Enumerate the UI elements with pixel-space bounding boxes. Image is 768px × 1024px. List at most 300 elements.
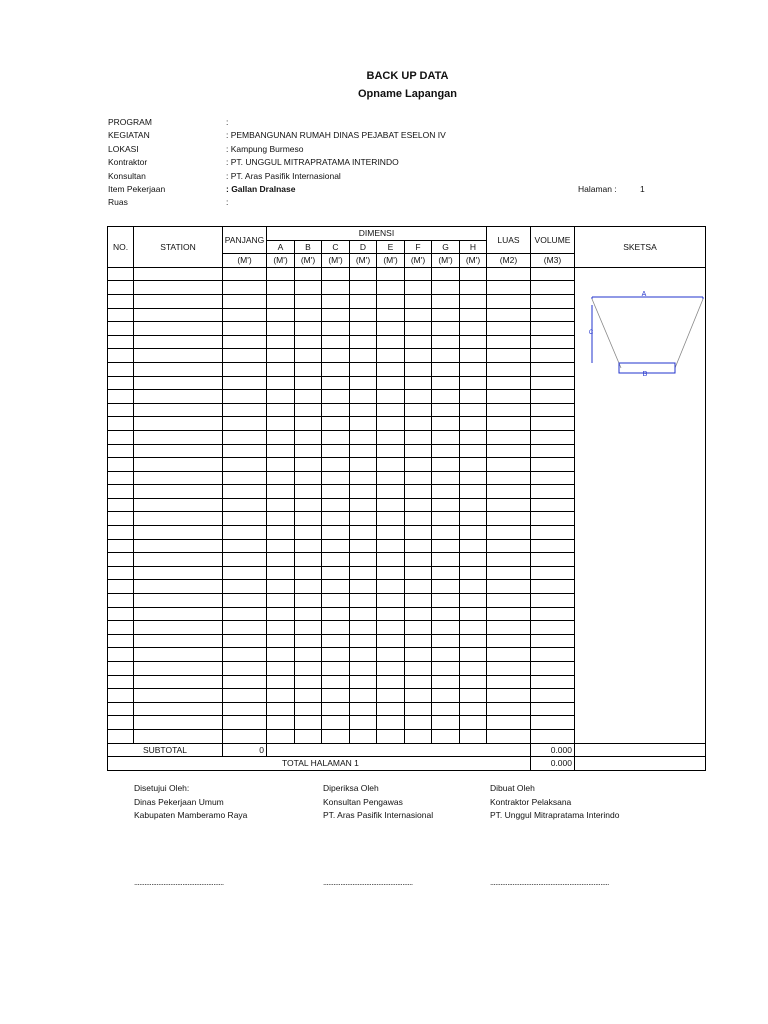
table-cell [531,281,575,295]
subtotal-volume: 0.000 [531,743,575,757]
table-cell [531,471,575,485]
info-row-kegiatan [108,129,566,142]
table-cell [432,689,460,703]
table-cell [322,430,350,444]
trapezoid-channel-sketch [578,285,710,380]
table-cell [432,267,460,281]
table-cell [487,607,531,621]
table-cell [267,512,295,526]
table-cell [432,390,460,404]
subtotal-row [108,743,706,757]
signature-line: Disetujui Oleh: [134,783,190,793]
table-cell [432,294,460,308]
table-cell [377,634,405,648]
table-cell [223,675,267,689]
table-cell [377,267,405,281]
table-cell [432,716,460,730]
table-cell [405,471,432,485]
table-cell [377,294,405,308]
table-cell [460,716,487,730]
table-cell [267,729,295,743]
table-cell [377,322,405,336]
table-cell [322,335,350,349]
table-cell [350,335,377,349]
table-cell [405,648,432,662]
table-cell [432,322,460,336]
table-cell [223,498,267,512]
table-cell [295,417,322,431]
table-cell [377,281,405,295]
table-cell [405,430,432,444]
table-cell [267,607,295,621]
info-label: Konsultan [108,170,146,181]
table-cell [108,471,134,485]
table-cell [134,281,223,295]
table-cell [223,594,267,608]
table-cell [377,526,405,540]
table-cell [487,621,531,635]
table-cell [223,621,267,635]
table-cell [531,689,575,703]
table-cell [531,729,575,743]
table-cell [134,498,223,512]
table-cell [460,512,487,526]
table-cell [460,485,487,499]
table-cell [134,526,223,540]
signature-approved [134,782,247,823]
table-cell [487,675,531,689]
table-cell [350,471,377,485]
table-cell [350,648,377,662]
table-cell [267,675,295,689]
table-cell [223,580,267,594]
table-cell [531,294,575,308]
table-cell [460,729,487,743]
table-cell [108,662,134,676]
signature-made [490,782,619,823]
table-cell [134,729,223,743]
table-cell [322,417,350,431]
sketch-left-slope [592,299,621,368]
table-cell [322,621,350,635]
table-cell [108,417,134,431]
table-cell [350,634,377,648]
table-cell [223,634,267,648]
table-cell [295,634,322,648]
table-cell [134,485,223,499]
info-value: : [226,117,229,127]
table-cell [350,580,377,594]
table-cell [134,308,223,322]
table-cell [460,580,487,594]
table-cell [377,430,405,444]
total-volume: 0.000 [531,757,575,771]
subtotal-panjang: 0 [223,743,267,757]
table-cell [405,335,432,349]
table-cell [432,648,460,662]
table-cell [350,539,377,553]
table-cell [432,662,460,676]
table-cell [531,322,575,336]
table-cell [432,403,460,417]
table-cell [108,335,134,349]
table-cell [322,675,350,689]
table-cell [295,390,322,404]
table-cell [322,471,350,485]
table-cell [531,390,575,404]
table-cell [405,539,432,553]
table-cell [295,553,322,567]
table-cell [487,403,531,417]
table-cell [267,553,295,567]
unit-dim: (M') [350,254,377,268]
table-cell [295,689,322,703]
table-cell [487,485,531,499]
table-cell [487,390,531,404]
table-cell [267,634,295,648]
table-cell [531,458,575,472]
table-cell [322,526,350,540]
table-cell [405,349,432,363]
table-cell [432,458,460,472]
table-cell [405,689,432,703]
total-row [108,757,706,771]
table-cell [460,607,487,621]
table-cell [223,471,267,485]
table-cell [350,403,377,417]
table-cell [322,634,350,648]
table-cell [322,376,350,390]
total-label: TOTAL HALAMAN 1 [108,757,531,771]
table-cell [108,485,134,499]
table-cell [350,485,377,499]
table-cell [295,580,322,594]
table-cell [460,471,487,485]
table-cell [377,308,405,322]
table-cell [377,444,405,458]
table-cell [377,716,405,730]
table-cell [267,485,295,499]
table-cell [108,566,134,580]
header-dim-e: E [377,240,405,254]
table-cell [295,403,322,417]
table-cell [322,308,350,322]
table-cell [460,322,487,336]
table-cell [432,553,460,567]
table-cell [322,594,350,608]
table-cell [350,390,377,404]
table-cell [267,594,295,608]
table-cell [377,662,405,676]
table-cell [134,267,223,281]
table-cell [460,634,487,648]
table-cell [460,349,487,363]
table-cell [223,335,267,349]
table-cell [134,403,223,417]
table-cell [405,553,432,567]
table-cell [322,444,350,458]
table-cell [487,294,531,308]
table-cell [405,512,432,526]
table-cell [134,662,223,676]
table-cell [134,335,223,349]
table-cell [350,566,377,580]
table-cell [405,390,432,404]
table-cell [460,553,487,567]
info-value: : Kampung Burmeso [226,143,304,154]
table-cell [134,349,223,363]
table-cell [295,308,322,322]
table-cell [322,512,350,526]
table-cell [405,281,432,295]
subtotal-sketch-cell [575,743,706,757]
table-cell [223,458,267,472]
page-number-label: Halaman : [578,184,617,194]
table-cell [377,390,405,404]
table-cell [405,322,432,336]
table-cell [295,526,322,540]
table-cell [487,417,531,431]
table-cell [487,526,531,540]
table-cell [295,648,322,662]
unit-dim: (M') [322,254,350,268]
table-cell [223,349,267,363]
info-row-ruas [108,196,566,209]
table-cell [377,362,405,376]
table-cell [350,281,377,295]
table-cell [223,308,267,322]
table-cell [432,512,460,526]
table-cell [267,526,295,540]
table-cell [350,512,377,526]
table-cell [531,485,575,499]
table-cell [487,267,531,281]
table-cell [322,607,350,621]
table-cell [405,634,432,648]
table-cell [295,267,322,281]
table-cell [134,376,223,390]
table-cell [322,566,350,580]
table-cell [267,702,295,716]
table-cell [405,267,432,281]
table-cell [134,594,223,608]
table-cell [350,294,377,308]
table-cell [377,349,405,363]
table-cell [134,390,223,404]
table-cell [487,430,531,444]
signature-line: Dinas Pekerjaan Umum [134,796,224,807]
info-label: Kontraktor [108,157,148,168]
table-cell [267,267,295,281]
table-cell [134,553,223,567]
table-cell [267,471,295,485]
table-cell [108,594,134,608]
table-cell [377,498,405,512]
table-cell [460,403,487,417]
table-cell [377,621,405,635]
table-cell [460,621,487,635]
table-cell [432,471,460,485]
table-cell [134,444,223,458]
table-cell [405,729,432,743]
table-cell [223,403,267,417]
table-cell [134,362,223,376]
table-cell [267,308,295,322]
table-cell [531,648,575,662]
table-cell [531,430,575,444]
table-cell [531,607,575,621]
table-cell [432,362,460,376]
table-cell [223,267,267,281]
header-dim-b: B [295,240,322,254]
table-cell [295,471,322,485]
info-label: KEGIATAN [108,130,150,141]
table-cell [295,376,322,390]
table-cell [350,376,377,390]
table-cell [223,662,267,676]
table-cell [487,648,531,662]
table-cell [322,716,350,730]
table-cell [377,376,405,390]
table-cell [377,648,405,662]
table-cell [405,294,432,308]
table-cell [460,648,487,662]
table-cell [460,335,487,349]
table-cell [350,621,377,635]
table-cell [350,498,377,512]
unit-volume: (M3) [531,254,575,268]
table-cell [531,594,575,608]
table-cell [223,607,267,621]
table-cell [350,267,377,281]
table-cell [322,702,350,716]
table-cell [223,390,267,404]
table-cell [487,539,531,553]
info-value: : PEMBANGUNAN RUMAH DINAS PEJABAT ESELON IV [226,130,446,141]
table-cell [223,566,267,580]
table-cell [322,580,350,594]
table-cell [267,689,295,703]
table-cell [223,648,267,662]
table-cell [531,362,575,376]
table-cell [531,526,575,540]
info-label: Item Pekerjaan [108,183,166,194]
table-cell [350,526,377,540]
table-cell [487,566,531,580]
table-cell [432,594,460,608]
table-cell [487,553,531,567]
table-cell [531,580,575,594]
table-cell [377,512,405,526]
signature-line: Konsultan Pengawas [323,796,403,807]
table-cell [267,648,295,662]
unit-dim: (M') [377,254,405,268]
table-cell [134,417,223,431]
table-cell [223,362,267,376]
signature-dotted-line: .................................................... [323,878,413,887]
table-cell [432,580,460,594]
table-cell [267,349,295,363]
table-cell [405,485,432,499]
table-cell [134,634,223,648]
table-cell [460,376,487,390]
table-cell [531,634,575,648]
page-number-value: 1 [640,184,645,194]
header-no: NO. [108,227,134,268]
table-cell [108,498,134,512]
table-cell [487,729,531,743]
signature-line: PT. Aras Pasifik Internasional [323,810,434,820]
table-cell [531,675,575,689]
table-cell [295,444,322,458]
info-row-kontraktor [108,156,566,169]
table-cell [267,335,295,349]
info-row-item-pekerjaan [108,183,566,196]
header-dim-a: A [267,240,295,254]
table-cell [108,308,134,322]
table-cell [405,662,432,676]
table-cell [322,539,350,553]
info-value: : PT. Aras Pasifik Internasional [226,170,341,181]
table-cell [322,362,350,376]
table-cell [405,444,432,458]
table-cell [350,716,377,730]
table-cell [405,702,432,716]
table-cell [267,390,295,404]
table-cell [405,362,432,376]
table-cell [108,621,134,635]
table-cell [460,362,487,376]
table-cell [134,675,223,689]
table-cell [295,362,322,376]
table-cell [432,349,460,363]
table-cell [108,526,134,540]
table-cell [108,702,134,716]
table-cell [267,539,295,553]
header-dimensi: DIMENSI [267,227,487,241]
table-cell [322,689,350,703]
table-cell [108,458,134,472]
info-value: : Gallan Dralnase [226,183,296,194]
table-cell [350,444,377,458]
table-cell [295,716,322,730]
table-cell [108,580,134,594]
table-cell [223,294,267,308]
table-cell [295,281,322,295]
table-cell [377,675,405,689]
table-cell [350,675,377,689]
header-volume: VOLUME [531,227,575,254]
table-cell [432,607,460,621]
table-cell [322,729,350,743]
info-label: PROGRAM [108,117,152,127]
table-header-row [108,227,706,241]
table-cell [487,444,531,458]
table-cell [108,675,134,689]
table-cell [350,662,377,676]
table-cell [377,566,405,580]
info-row-konsultan [108,170,566,183]
table-cell [460,498,487,512]
table-cell [134,566,223,580]
table-cell [405,594,432,608]
table-cell [405,607,432,621]
table-cell [267,621,295,635]
subtotal-label: SUBTOTAL [108,743,223,757]
table-cell [377,403,405,417]
table-cell [460,267,487,281]
table-cell [350,349,377,363]
